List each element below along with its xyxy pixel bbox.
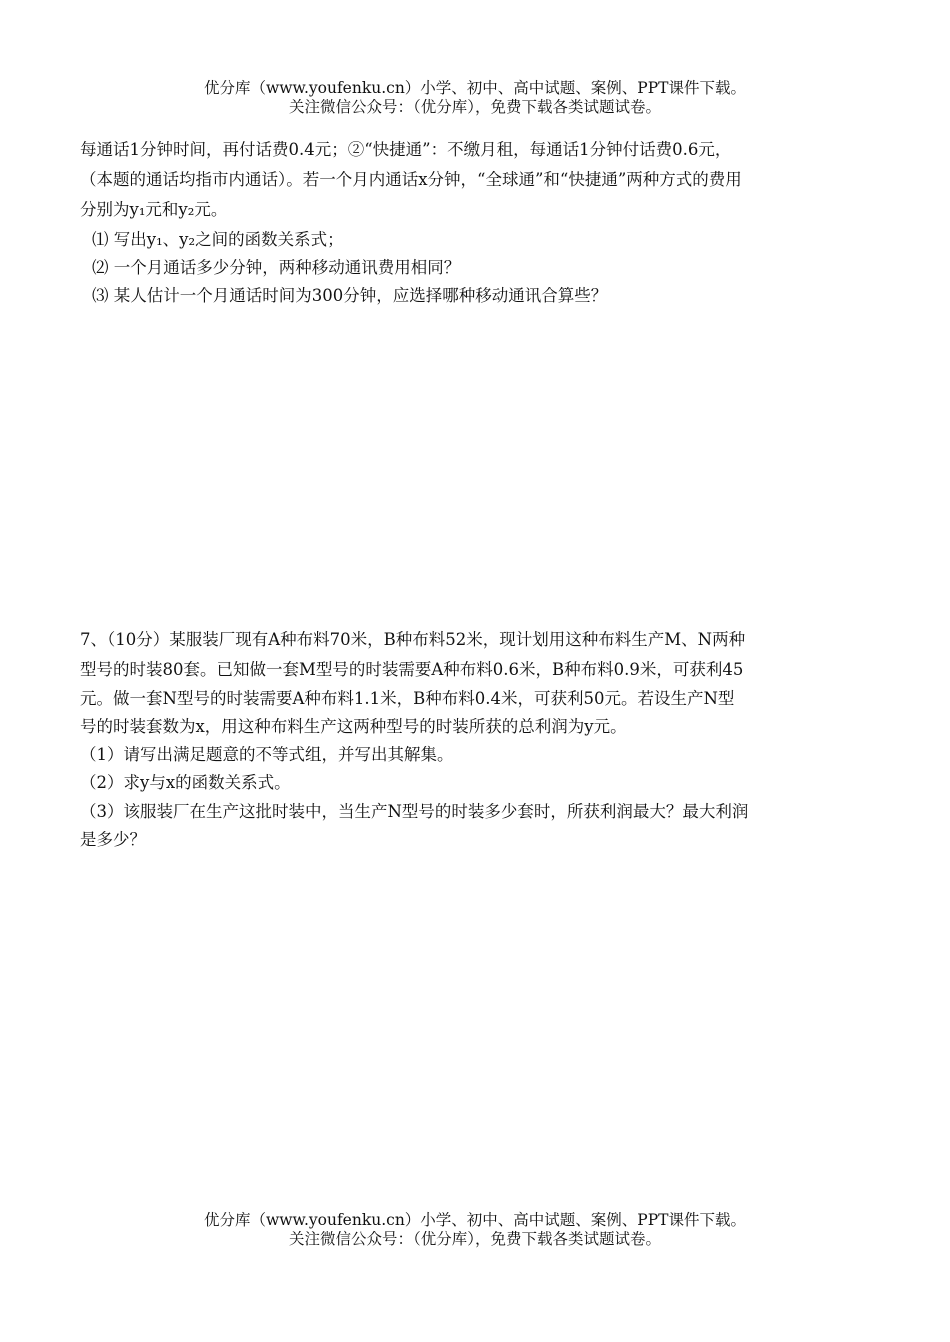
q7-subquestion-3-continued: 是多少？: [80, 830, 146, 849]
q6-subquestion-1: ⑴ 写出y₁、y₂之间的函数关系式；: [92, 230, 344, 249]
q6-line-3: 分别为y₁元和y₂元。: [80, 200, 228, 219]
footer-line-1: 优分库（www.youfenku.cn）小学、初中、高中试题、案例、PPT课件下载。: [203, 1211, 747, 1229]
q7-line-3: 元。做一套N型号的时装需要A种布料1.1米，B种布料0.4米，可获利50元。若设生产N型: [80, 689, 735, 708]
q7-line-4: 号的时装套数为x，用这种布料生产这两种型号的时装所获的总利润为y元。: [80, 717, 627, 736]
q6-subquestion-3: ⑶ 某人估计一个月通话时间为300分钟，应选择哪种移动通讯合算些？: [92, 286, 608, 305]
q7-line-1: 7、（10分）某服装厂现有A种布料70米，B种布料52米，现计划用这种布料生产M、N两种: [80, 630, 746, 649]
q7-subquestion-1: （1）请写出满足题意的不等式组，并写出其解集。: [80, 745, 454, 764]
page-header: [0, 79, 950, 117]
q6-line-1: 每通话1分钟时间，再付话费0.4元；②“快捷通”：不缴月租，每通话1分钟付话费0.6元，: [80, 140, 732, 159]
header-line-2: 关注微信公众号：（优分库），免费下载各类试题试卷。: [288, 98, 661, 116]
q6-subquestion-2: ⑵ 一个月通话多少分钟，两种移动通讯费用相同？: [92, 258, 461, 277]
q7-subquestion-3: （3）该服装厂在生产这批时装中，当生产N型号的时装多少套时，所获利润最大？最大利润: [80, 802, 749, 821]
q7-line-2: 型号的时装80套。已知做一套M型号的时装需要A种布料0.6米，B种布料0.9米，可获利45: [80, 660, 744, 679]
footer-line-2: 关注微信公众号：（优分库），免费下载各类试题试卷。: [288, 1230, 661, 1248]
page-footer: [0, 1211, 950, 1249]
q6-line-2: （本题的通话均指市内通话）。若一个月内通话x分钟，“全球通”和“快捷通”两种方式的费用: [80, 170, 742, 189]
header-line-1: 优分库（www.youfenku.cn）小学、初中、高中试题、案例、PPT课件下载。: [203, 79, 747, 97]
q7-subquestion-2: （2）求y与x的函数关系式。: [80, 773, 291, 792]
